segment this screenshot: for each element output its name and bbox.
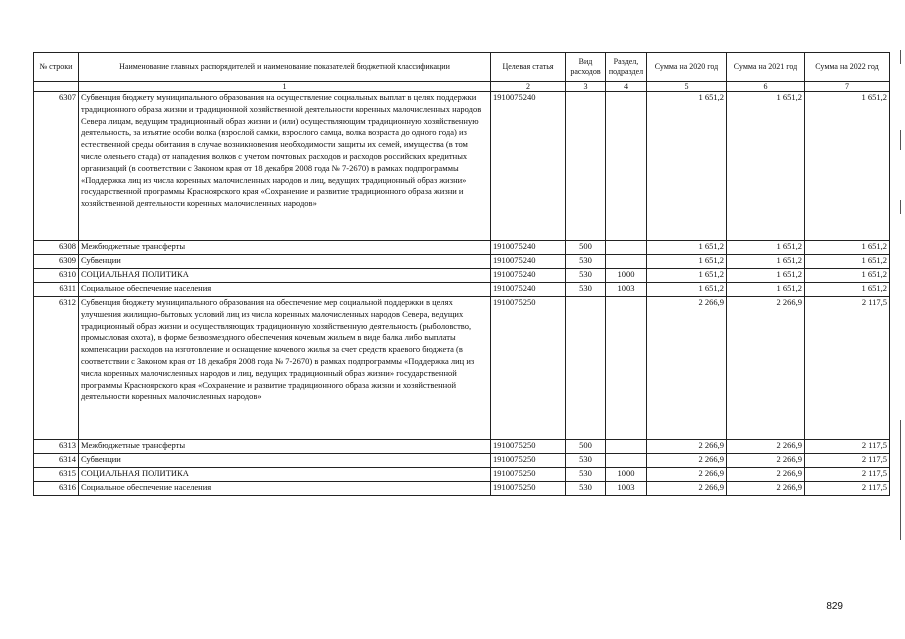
cell-row-no: 6312 <box>34 297 79 440</box>
column-number-row <box>34 82 890 92</box>
cell-section: 1003 <box>606 482 647 496</box>
column-number: 3 <box>566 82 606 92</box>
budget-table <box>33 52 890 496</box>
scan-edge-mark <box>900 50 901 64</box>
cell-sum-2021: 2 266,9 <box>727 482 805 496</box>
column-number: 4 <box>606 82 647 92</box>
cell-section <box>606 255 647 269</box>
cell-sum-2020: 1 651,2 <box>647 241 727 255</box>
cell-target: 1910075250 <box>491 297 566 440</box>
cell-name: Межбюджетные трансферты <box>79 440 491 454</box>
table-row <box>34 482 890 496</box>
table-row <box>34 454 890 468</box>
table-row <box>34 468 890 482</box>
scan-edge-mark <box>900 130 901 150</box>
table-header-row <box>34 53 890 82</box>
cell-sum-2020: 1 651,2 <box>647 283 727 297</box>
cell-sum-2021: 1 651,2 <box>727 241 805 255</box>
cell-sum-2021: 2 266,9 <box>727 468 805 482</box>
cell-kind: 530 <box>566 269 606 283</box>
cell-target: 1910075240 <box>491 255 566 269</box>
table-row <box>34 440 890 454</box>
cell-target: 1910075240 <box>491 92 566 241</box>
cell-row-no: 6311 <box>34 283 79 297</box>
page-number: 829 <box>826 601 843 612</box>
cell-row-no: 6314 <box>34 454 79 468</box>
cell-kind <box>566 92 606 241</box>
header-section: Раздел, подраздел <box>606 53 647 82</box>
header-target: Целевая статья <box>491 53 566 82</box>
cell-row-no: 6309 <box>34 255 79 269</box>
cell-name: СОЦИАЛЬНАЯ ПОЛИТИКА <box>79 468 491 482</box>
scan-edge-mark <box>900 420 901 540</box>
cell-sum-2022: 1 651,2 <box>805 269 890 283</box>
cell-sum-2021: 1 651,2 <box>727 283 805 297</box>
cell-sum-2022: 1 651,2 <box>805 283 890 297</box>
header-sum-2020: Сумма на 2020 год <box>647 53 727 82</box>
cell-section <box>606 454 647 468</box>
column-number: 7 <box>805 82 890 92</box>
cell-section <box>606 92 647 241</box>
cell-sum-2020: 1 651,2 <box>647 269 727 283</box>
cell-target: 1910075240 <box>491 269 566 283</box>
cell-sum-2022: 1 651,2 <box>805 255 890 269</box>
cell-section: 1000 <box>606 269 647 283</box>
cell-name: Субвенция бюджету муниципального образования на осуществление социальных выплат в целях поддержки традиционного образа жизни и традиционной хозяйственной деятельности коренных малочисленных народов Севера лицам, ведущим традиционный образ жизни и (или) осуществляющим традиционную хозяйственную деятельность, за изъятие особи волка (взрослой самки, взрослого самца, волка возраста до одного года) из естественной среды обитания в случае возникновения необходимости защиты их семей, имущества (в том числе оленьего стада) от нападения волков с учетом почтовых расходов и расходов российских кредитных организаций (в соответствии с Законом края от 18 декабря 2008 года № 7-2670) в рамках подпрограммы «Поддержка лиц из числа коренных малочисленных народов и лиц, ведущих традиционный образ жизни» государственной программы Красноярского края «Сохранение и развитие традиционного образа жизни и хозяйственной деятельности коренных малочисленных народов» <box>79 92 491 241</box>
table-row <box>34 283 890 297</box>
cell-name: Социальное обеспечение населения <box>79 283 491 297</box>
header-row-no: № строки <box>34 53 79 82</box>
cell-name: Социальное обеспечение населения <box>79 482 491 496</box>
cell-name: Межбюджетные трансферты <box>79 241 491 255</box>
cell-kind: 500 <box>566 440 606 454</box>
cell-section: 1003 <box>606 283 647 297</box>
cell-kind: 530 <box>566 283 606 297</box>
table-row <box>34 241 890 255</box>
cell-sum-2020: 2 266,9 <box>647 468 727 482</box>
cell-sum-2022: 2 117,5 <box>805 482 890 496</box>
cell-section <box>606 440 647 454</box>
cell-sum-2021: 1 651,2 <box>727 269 805 283</box>
cell-sum-2020: 2 266,9 <box>647 440 727 454</box>
cell-row-no: 6308 <box>34 241 79 255</box>
cell-kind: 500 <box>566 241 606 255</box>
cell-name: Субвенции <box>79 454 491 468</box>
cell-sum-2020: 1 651,2 <box>647 92 727 241</box>
cell-section <box>606 297 647 440</box>
column-number <box>34 82 79 92</box>
table-row <box>34 269 890 283</box>
cell-row-no: 6316 <box>34 482 79 496</box>
scan-edge-mark <box>900 200 901 214</box>
cell-sum-2020: 2 266,9 <box>647 454 727 468</box>
cell-kind: 530 <box>566 255 606 269</box>
cell-sum-2022: 1 651,2 <box>805 241 890 255</box>
cell-sum-2022: 2 117,5 <box>805 297 890 440</box>
header-sum-2021: Сумма на 2021 год <box>727 53 805 82</box>
column-number: 6 <box>727 82 805 92</box>
cell-target: 1910075250 <box>491 454 566 468</box>
cell-row-no: 6315 <box>34 468 79 482</box>
table-row <box>34 297 890 440</box>
cell-sum-2022: 1 651,2 <box>805 92 890 241</box>
cell-sum-2021: 1 651,2 <box>727 92 805 241</box>
cell-kind: 530 <box>566 454 606 468</box>
cell-sum-2021: 2 266,9 <box>727 440 805 454</box>
cell-row-no: 6310 <box>34 269 79 283</box>
cell-kind: 530 <box>566 468 606 482</box>
cell-target: 1910075250 <box>491 440 566 454</box>
cell-section: 1000 <box>606 468 647 482</box>
cell-row-no: 6313 <box>34 440 79 454</box>
header-name: Наименование главных распорядителей и наименование показателей бюджетной классификации <box>79 53 491 82</box>
column-number: 2 <box>491 82 566 92</box>
table-row <box>34 255 890 269</box>
cell-target: 1910075240 <box>491 241 566 255</box>
header-sum-2022: Сумма на 2022 год <box>805 53 890 82</box>
cell-row-no: 6307 <box>34 92 79 241</box>
cell-sum-2022: 2 117,5 <box>805 454 890 468</box>
header-kind: Вид расходов <box>566 53 606 82</box>
cell-sum-2020: 1 651,2 <box>647 255 727 269</box>
cell-name: СОЦИАЛЬНАЯ ПОЛИТИКА <box>79 269 491 283</box>
cell-name: Субвенция бюджету муниципального образования на обеспечение мер социальной поддержки в целях улучшения жилищно-бытовых условий лиц из числа коренных малочисленных народов Севера, ведущих традиционный образ жизни и осуществляющих традиционную хозяйственную деятельность (рыболовство, промысловая охота), в форме безвозмездного обеспечения кочевым жильем в виде балка либо выплаты компенсации расходов на изготовление и оснащение кочевого жилья за счет средств краевого бюджета (в соответствии с Законом края от 18 декабря 2008 года № 7-2670) в рамках подпрограммы «Поддержка лиц из числа коренных малочисленных народов и лиц, ведущих традиционный образ жизни» государственной программы Красноярского края «Сохранение и развитие традиционного образа жизни и хозяйственной деятельности коренных малочисленных народов» <box>79 297 491 440</box>
cell-target: 1910075250 <box>491 482 566 496</box>
cell-kind <box>566 297 606 440</box>
cell-section <box>606 241 647 255</box>
cell-sum-2022: 2 117,5 <box>805 440 890 454</box>
cell-sum-2021: 1 651,2 <box>727 255 805 269</box>
table-body <box>34 92 890 496</box>
cell-sum-2021: 2 266,9 <box>727 297 805 440</box>
cell-sum-2022: 2 117,5 <box>805 468 890 482</box>
cell-target: 1910075250 <box>491 468 566 482</box>
cell-name: Субвенции <box>79 255 491 269</box>
table-row <box>34 92 890 241</box>
cell-target: 1910075240 <box>491 283 566 297</box>
document-page <box>33 52 889 496</box>
cell-sum-2021: 2 266,9 <box>727 454 805 468</box>
cell-sum-2020: 2 266,9 <box>647 297 727 440</box>
cell-sum-2020: 2 266,9 <box>647 482 727 496</box>
cell-kind: 530 <box>566 482 606 496</box>
column-number: 1 <box>79 82 491 92</box>
column-number: 5 <box>647 82 727 92</box>
